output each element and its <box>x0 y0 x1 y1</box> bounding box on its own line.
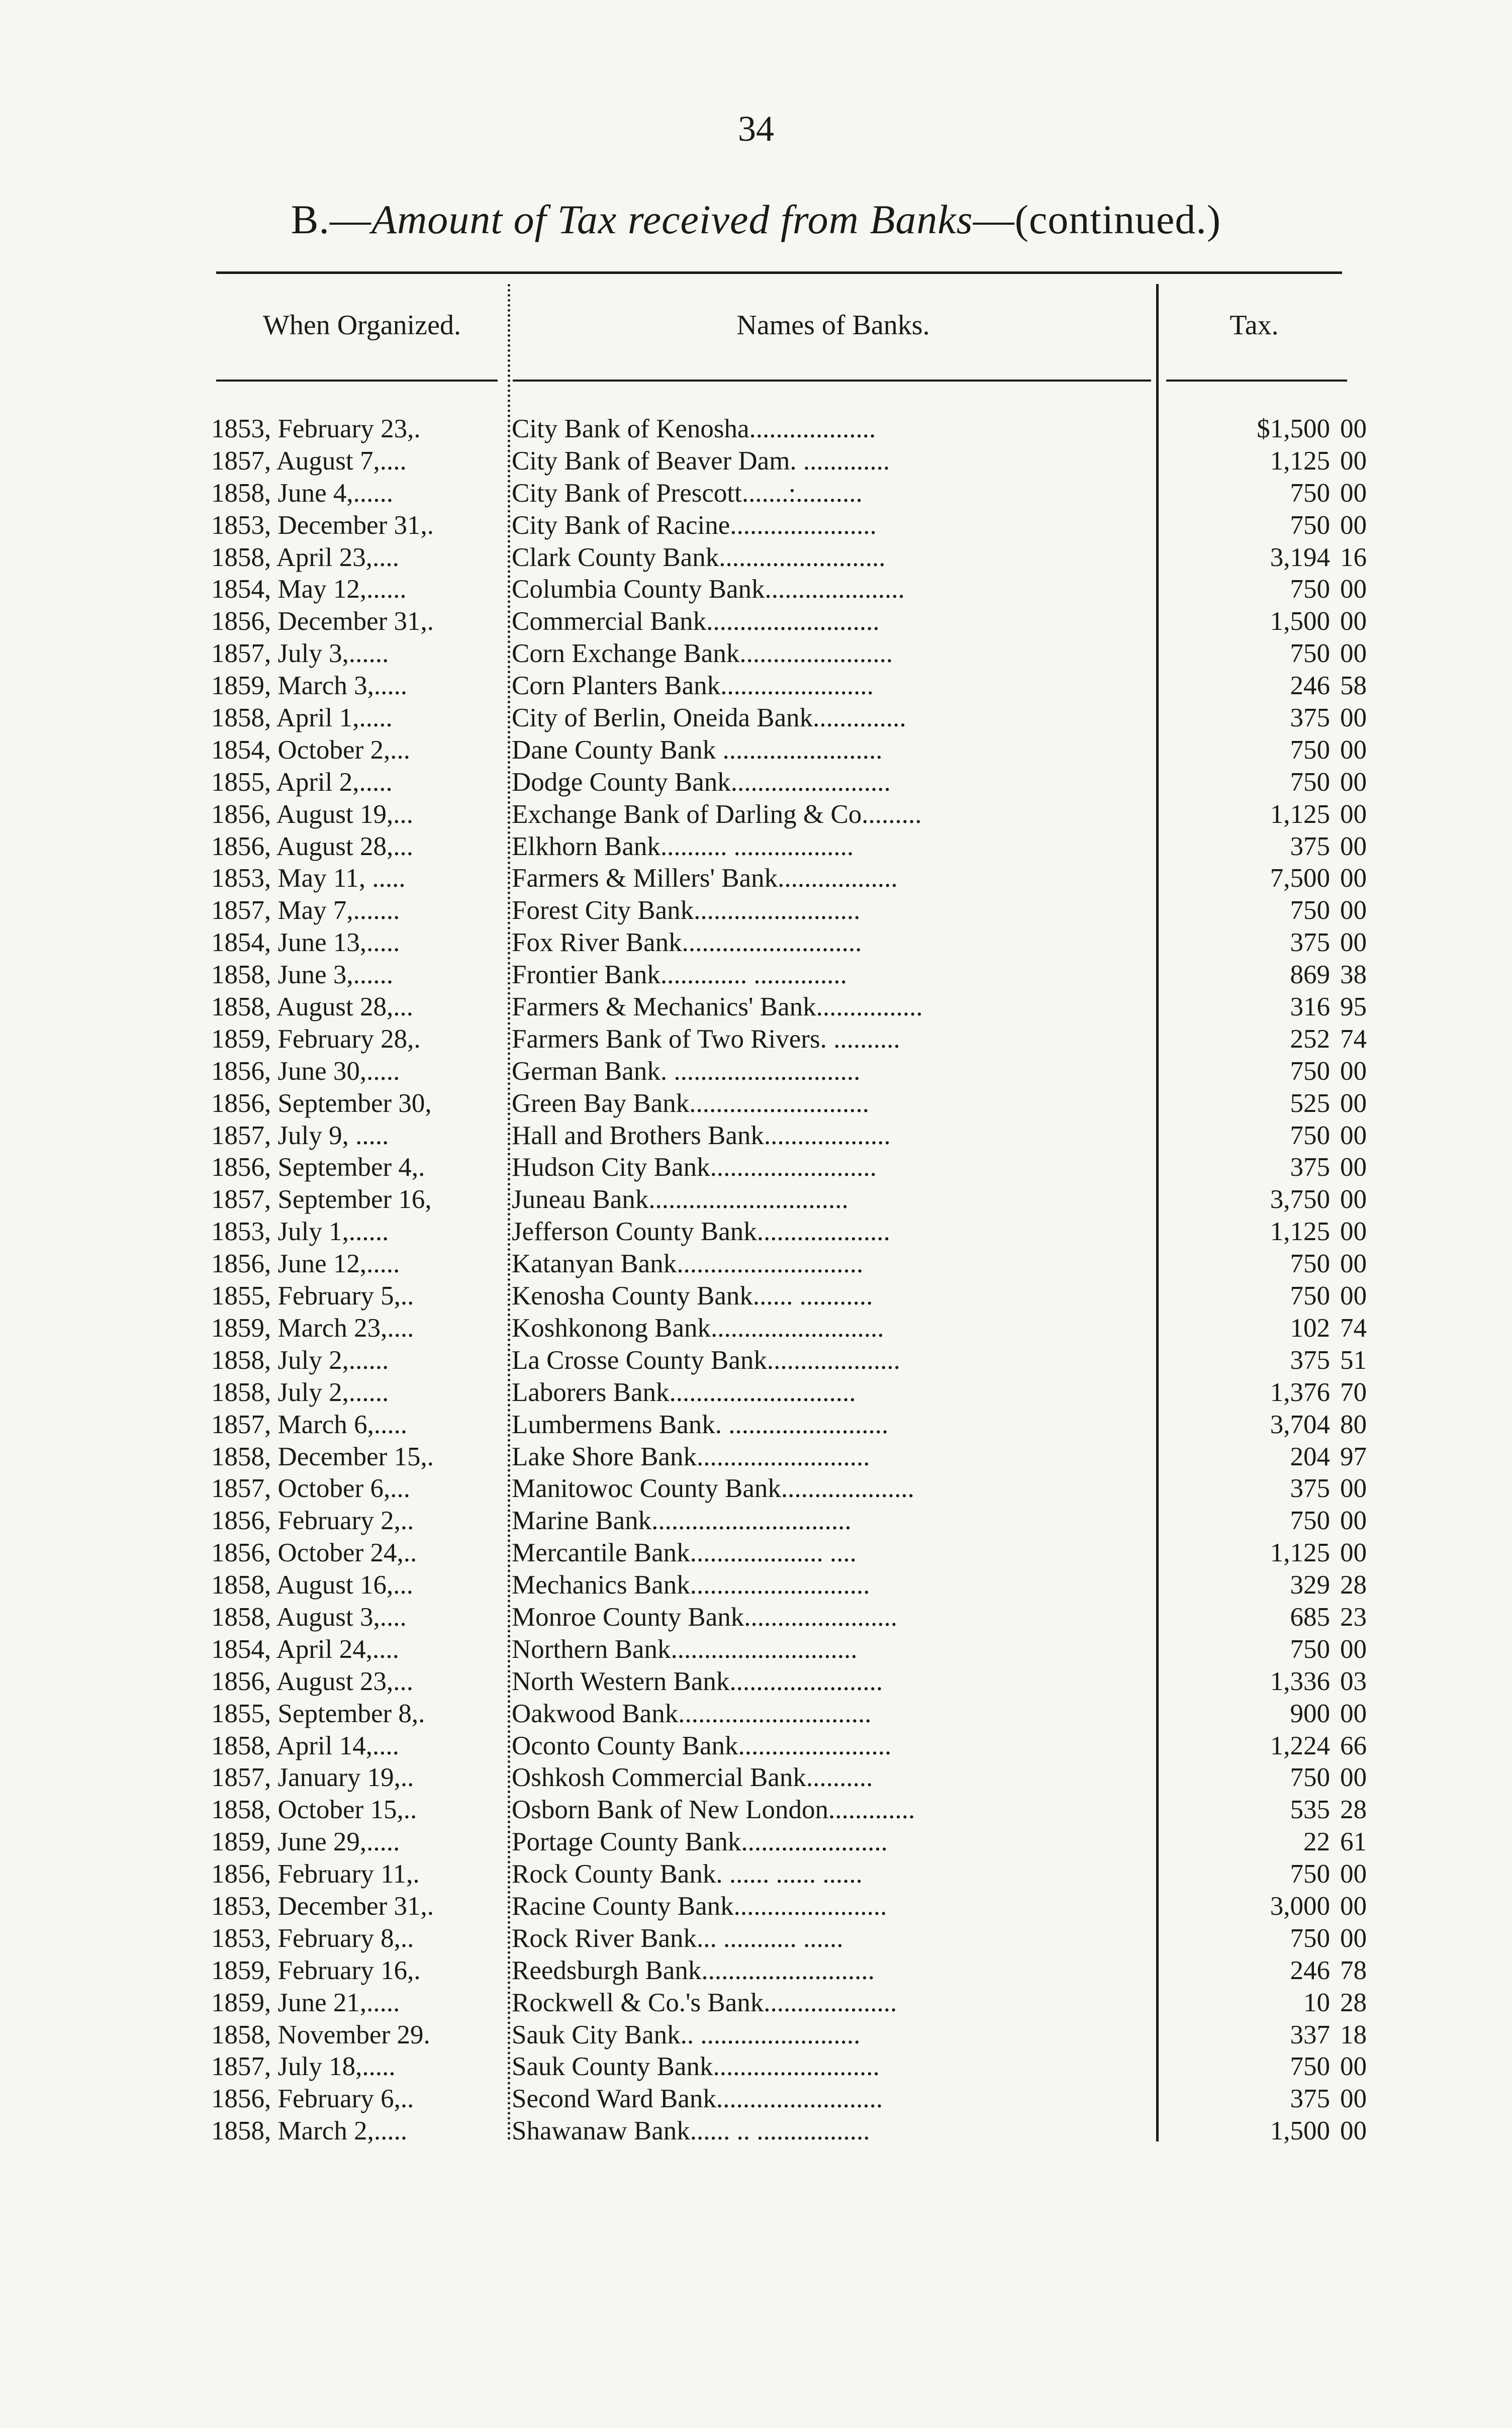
row-tax-cents: 00 <box>1340 1538 1367 1568</box>
row-tax-dollars: 1,125 <box>1270 799 1330 829</box>
row-date: 1853, May 11, ..... <box>211 864 406 893</box>
row-bank-name: Corn Exchange Bank....................... <box>512 639 893 669</box>
row-date: 1854, April 24,.... <box>211 1634 399 1664</box>
row-tax-dollars: 1,224 <box>1270 1731 1330 1760</box>
header-names-of-banks: Names of Banks. <box>736 310 930 341</box>
row-date: 1856, August 23,... <box>211 1666 413 1696</box>
row-tax-dollars: 900 <box>1290 1699 1330 1728</box>
row-bank-name: Elkhorn Bank.......... .................. <box>512 831 854 861</box>
table-row <box>211 638 1367 670</box>
row-date: 1856, February 11,. <box>211 1859 420 1889</box>
table-row <box>211 1248 1367 1280</box>
row-bank-name: Sauk County Bank......................... <box>512 2052 880 2082</box>
row-bank-name: Koshkonong Bank.......................... <box>512 1313 884 1343</box>
row-tax-dollars: 22 <box>1303 1827 1330 1857</box>
table-row <box>211 1216 1367 1248</box>
row-tax-dollars: 7,500 <box>1270 864 1330 893</box>
row-date: 1856, August 28,... <box>211 831 413 861</box>
row-bank-name: Reedsburgh Bank.......................... <box>512 1955 875 1985</box>
row-tax-dollars: 246 <box>1290 671 1330 701</box>
row-tax-dollars: 525 <box>1290 1088 1330 1118</box>
table-row <box>211 670 1367 702</box>
row-date: 1856, September 4,. <box>211 1153 425 1182</box>
row-tax-dollars: 750 <box>1290 1249 1330 1279</box>
row-tax-dollars: 375 <box>1290 1153 1330 1182</box>
row-tax-cents: 61 <box>1340 1827 1367 1857</box>
row-bank-name: Portage County Bank...................... <box>512 1827 888 1857</box>
table-row <box>211 734 1367 767</box>
table-row <box>211 1473 1367 1505</box>
row-date: 1858, August 3,.... <box>211 1602 407 1632</box>
table-row <box>211 799 1367 831</box>
header-when-organized: When Organized. <box>263 310 461 341</box>
row-date: 1857, May 7,....... <box>211 896 400 925</box>
row-tax-cents: 00 <box>1340 1249 1367 1279</box>
header-rule-names <box>513 380 1151 382</box>
table-row <box>211 1088 1367 1120</box>
row-tax-dollars: 1,376 <box>1270 1377 1330 1407</box>
row-tax-cents: 00 <box>1340 1185 1367 1215</box>
row-bank-name: Marine Bank.............................. <box>512 1506 852 1536</box>
row-date: 1857, January 19,.. <box>211 1763 414 1793</box>
row-tax-dollars: 750 <box>1290 1281 1330 1311</box>
title-italic: Amount of Tax received from Banks <box>371 197 973 242</box>
table-row <box>211 1634 1367 1666</box>
row-date: 1859, June 29,..... <box>211 1827 400 1857</box>
row-bank-name: Juneau Bank.............................. <box>512 1185 848 1215</box>
row-tax-cents: 95 <box>1340 992 1367 1022</box>
table-row <box>211 1826 1367 1858</box>
row-tax-dollars: 535 <box>1290 1795 1330 1825</box>
row-date: 1853, December 31,. <box>211 1891 434 1921</box>
row-tax-cents: 00 <box>1340 639 1367 669</box>
table-row <box>211 1762 1367 1794</box>
row-tax-dollars: 750 <box>1290 1056 1330 1086</box>
row-bank-name: Katanyan Bank............................ <box>512 1249 864 1279</box>
table-row <box>211 2051 1367 2083</box>
row-date: 1858, October 15,.. <box>211 1795 417 1825</box>
row-date: 1855, September 8,. <box>211 1699 425 1728</box>
row-bank-name: City Bank of Kenosha................... <box>512 414 876 443</box>
row-bank-name: Farmers & Mechanics' Bank................ <box>512 992 923 1022</box>
table-row <box>211 478 1367 510</box>
row-bank-name: Oakwood Bank............................. <box>512 1699 872 1728</box>
row-tax-cents: 00 <box>1340 1634 1367 1664</box>
row-date: 1857, August 7,.... <box>211 446 407 476</box>
title-suffix: —(continued.) <box>973 197 1221 242</box>
row-date: 1858, April 1,..... <box>211 703 393 733</box>
row-tax-cents: 97 <box>1340 1442 1367 1471</box>
table-row <box>211 1602 1367 1634</box>
row-tax-dollars: 750 <box>1290 735 1330 765</box>
row-bank-name: Shawanaw Bank...... .. ................. <box>512 2116 870 2146</box>
row-tax-cents: 00 <box>1340 1056 1367 1086</box>
row-tax-dollars: 750 <box>1290 478 1330 508</box>
header-rule-tax <box>1166 380 1347 382</box>
row-tax-cents: 00 <box>1340 767 1367 797</box>
row-bank-name: Northern Bank............................ <box>512 1634 858 1664</box>
row-bank-name: Racine County Bank....................... <box>512 1891 887 1921</box>
header-rule-when <box>216 380 498 382</box>
row-tax-cents: 23 <box>1340 1602 1367 1632</box>
row-date: 1858, July 2,...... <box>211 1345 389 1375</box>
row-tax-cents: 00 <box>1340 1763 1367 1793</box>
row-tax-dollars: 204 <box>1290 1442 1330 1471</box>
row-tax-cents: 00 <box>1340 478 1367 508</box>
row-date: 1853, July 1,...... <box>211 1217 389 1247</box>
row-tax-dollars: 1,500 <box>1270 607 1330 636</box>
row-tax-cents: 74 <box>1340 1024 1367 1054</box>
row-date: 1856, June 30,..... <box>211 1056 400 1086</box>
table-row <box>211 1505 1367 1537</box>
table-row <box>211 959 1367 991</box>
row-date: 1855, April 2,..... <box>211 767 393 797</box>
table-row <box>211 1313 1367 1345</box>
row-date: 1857, July 9, ..... <box>211 1120 389 1150</box>
row-bank-name: Columbia County Bank..................... <box>512 575 905 604</box>
row-tax-cents: 00 <box>1340 1859 1367 1889</box>
row-date: 1858, April 23,.... <box>211 542 399 572</box>
row-tax-cents: 03 <box>1340 1666 1367 1696</box>
row-tax-dollars: 1,125 <box>1270 446 1330 476</box>
row-tax-cents: 74 <box>1340 1313 1367 1343</box>
table-row <box>211 606 1367 638</box>
row-bank-name: Rock River Bank... ........... ...... <box>512 1923 843 1953</box>
row-bank-name: Oshkosh Commercial Bank.......... <box>512 1763 873 1793</box>
row-tax-dollars: 750 <box>1290 575 1330 604</box>
table-row <box>211 831 1367 863</box>
row-bank-name: Exchange Bank of Darling & Co......... <box>512 799 922 829</box>
row-tax-dollars: 329 <box>1290 1570 1330 1600</box>
row-tax-cents: 00 <box>1340 1153 1367 1182</box>
row-tax-cents: 78 <box>1340 1955 1367 1985</box>
row-tax-dollars: 1,500 <box>1270 2116 1330 2146</box>
row-date: 1856, June 12,..... <box>211 1249 400 1279</box>
row-tax-cents: 28 <box>1340 1795 1367 1825</box>
row-tax-cents: 28 <box>1340 1570 1367 1600</box>
row-tax-cents: 00 <box>1340 864 1367 893</box>
row-bank-name: Osborn Bank of New London............. <box>512 1795 915 1825</box>
row-bank-name: Forest City Bank......................... <box>512 896 861 925</box>
title-prefix: B.— <box>291 197 371 242</box>
table-row <box>211 2019 1367 2051</box>
row-bank-name: Rock County Bank. ...... ...... ...... <box>512 1859 863 1889</box>
row-tax-cents: 00 <box>1340 1699 1367 1728</box>
row-date: 1858, August 16,... <box>211 1570 413 1600</box>
row-tax-cents: 00 <box>1340 1120 1367 1150</box>
row-tax-dollars: 10 <box>1303 1988 1330 2017</box>
row-tax-dollars: 869 <box>1290 960 1330 990</box>
row-date: 1858, March 2,..... <box>211 2116 408 2146</box>
row-tax-cents: 00 <box>1340 1923 1367 1953</box>
table-row <box>211 927 1367 959</box>
row-tax-dollars: 375 <box>1290 1474 1330 1504</box>
table-row <box>211 1987 1367 2019</box>
table-row <box>211 1280 1367 1313</box>
row-tax-dollars: 750 <box>1290 1859 1330 1889</box>
table-row <box>211 1698 1367 1730</box>
row-tax-dollars: 375 <box>1290 831 1330 861</box>
row-tax-cents: 00 <box>1340 831 1367 861</box>
table-row <box>211 1891 1367 1923</box>
table-row <box>211 1023 1367 1056</box>
row-date: 1854, October 2,... <box>211 735 410 765</box>
row-tax-cents: 00 <box>1340 703 1367 733</box>
table-row <box>211 1666 1367 1698</box>
row-tax-dollars: 375 <box>1290 2084 1330 2114</box>
row-date: 1854, June 13,..... <box>211 928 400 958</box>
row-tax-cents: 00 <box>1340 607 1367 636</box>
row-date: 1854, May 12,...... <box>211 575 407 604</box>
row-tax-dollars: 316 <box>1290 992 1330 1022</box>
row-bank-name: Hall and Brothers Bank................... <box>512 1120 891 1150</box>
row-tax-cents: 38 <box>1340 960 1367 990</box>
row-tax-cents: 00 <box>1340 2084 1367 2114</box>
row-bank-name: La Crosse County Bank.................... <box>512 1345 900 1375</box>
table-row <box>211 542 1367 574</box>
table-row <box>211 1955 1367 1987</box>
row-tax-cents: 66 <box>1340 1731 1367 1760</box>
row-tax-dollars: 3,750 <box>1270 1185 1330 1215</box>
row-tax-dollars: 102 <box>1290 1313 1330 1343</box>
row-tax-cents: 00 <box>1340 2052 1367 2082</box>
row-bank-name: Lake Shore Bank.......................... <box>512 1442 870 1471</box>
row-date: 1857, July 3,...... <box>211 639 389 669</box>
row-date: 1859, June 21,..... <box>211 1988 400 2017</box>
row-tax-cents: 18 <box>1340 2020 1367 2049</box>
row-date: 1856, December 31,. <box>211 607 434 636</box>
row-bank-name: Manitowoc County Bank.................... <box>512 1474 914 1504</box>
table-row <box>211 1152 1367 1184</box>
row-date: 1855, February 5,.. <box>211 1281 414 1311</box>
table-row <box>211 1858 1367 1891</box>
row-date: 1857, October 6,... <box>211 1474 410 1504</box>
row-bank-name: City Bank of Prescott.......:.......... <box>512 478 863 508</box>
table-row <box>211 445 1367 478</box>
row-tax-cents: 00 <box>1340 1506 1367 1536</box>
row-tax-dollars: 1,125 <box>1270 1538 1330 1568</box>
table-row <box>211 2115 1367 2147</box>
row-tax-cents: 00 <box>1340 446 1367 476</box>
table-row <box>211 1377 1367 1409</box>
row-tax-dollars: 750 <box>1290 1923 1330 1953</box>
table-row <box>211 1569 1367 1602</box>
row-tax-dollars: 750 <box>1290 1634 1330 1664</box>
row-bank-name: German Bank. ............................ <box>512 1056 861 1086</box>
row-bank-name: Commercial Bank.......................... <box>512 607 880 636</box>
row-bank-name: Mechanics Bank........................... <box>512 1570 870 1600</box>
row-tax-dollars: 750 <box>1290 1120 1330 1150</box>
row-tax-cents: 00 <box>1340 1088 1367 1118</box>
top-rule <box>216 271 1342 274</box>
row-tax-cents: 00 <box>1340 1281 1367 1311</box>
page-title <box>0 196 1512 243</box>
table-row <box>211 574 1367 606</box>
row-tax-dollars: 750 <box>1290 1763 1330 1793</box>
row-tax-dollars: $1,500 <box>1257 414 1330 443</box>
row-date: 1858, November 29. <box>211 2020 430 2049</box>
row-tax-dollars: 750 <box>1290 639 1330 669</box>
row-bank-name: City of Berlin, Oneida Bank.............. <box>512 703 906 733</box>
row-tax-dollars: 375 <box>1290 703 1330 733</box>
row-date: 1857, March 6,..... <box>211 1410 408 1439</box>
row-tax-cents: 00 <box>1340 928 1367 958</box>
row-tax-dollars: 1,125 <box>1270 1217 1330 1247</box>
row-date: 1853, February 8,.. <box>211 1923 414 1953</box>
row-bank-name: Rockwell & Co.'s Bank.................... <box>512 1988 897 2017</box>
row-bank-name: Lumbermens Bank. ........................ <box>512 1410 889 1439</box>
row-tax-dollars: 685 <box>1290 1602 1330 1632</box>
row-bank-name: Sauk City Bank.. ........................ <box>512 2020 861 2049</box>
row-date: 1857, September 16, <box>211 1185 432 1215</box>
row-date: 1856, February 2,.. <box>211 1506 414 1536</box>
row-bank-name: Corn Planters Bank....................... <box>512 671 874 701</box>
row-tax-dollars: 375 <box>1290 1345 1330 1375</box>
row-bank-name: Hudson City Bank......................... <box>512 1153 877 1182</box>
row-tax-dollars: 750 <box>1290 896 1330 925</box>
table-row <box>211 895 1367 927</box>
row-bank-name: North Western Bank....................... <box>512 1666 883 1696</box>
row-bank-name: Dane County Bank ........................ <box>512 735 883 765</box>
row-tax-dollars: 375 <box>1290 928 1330 958</box>
row-bank-name: Green Bay Bank........................... <box>512 1088 869 1118</box>
row-tax-dollars: 3,194 <box>1270 542 1330 572</box>
row-bank-name: City Bank of Beaver Dam. ............. <box>512 446 890 476</box>
row-date: 1853, December 31,. <box>211 510 434 540</box>
row-tax-dollars: 750 <box>1290 510 1330 540</box>
table-row <box>211 1056 1367 1088</box>
row-date: 1858, December 15,. <box>211 1442 434 1471</box>
row-tax-dollars: 246 <box>1290 1955 1330 1985</box>
row-date: 1856, September 30, <box>211 1088 432 1118</box>
row-tax-cents: 00 <box>1340 1891 1367 1921</box>
row-bank-name: Farmers Bank of Two Rivers. .......... <box>512 1024 900 1054</box>
table-row <box>211 1730 1367 1762</box>
row-tax-cents: 00 <box>1340 735 1367 765</box>
row-bank-name: City Bank of Racine...................... <box>512 510 877 540</box>
row-date: 1856, February 6,.. <box>211 2084 414 2114</box>
row-bank-name: Second Ward Bank......................... <box>512 2084 883 2114</box>
table-row <box>211 413 1367 445</box>
row-bank-name: Clark County Bank......................... <box>512 542 886 572</box>
table-row <box>211 1345 1367 1377</box>
bank-tax-table <box>211 413 1367 2147</box>
table-row <box>211 1409 1367 1441</box>
row-date: 1858, June 4,...... <box>211 478 394 508</box>
page-number: 34 <box>738 109 774 149</box>
table-row <box>211 702 1367 734</box>
row-tax-cents: 80 <box>1340 1410 1367 1439</box>
row-tax-cents: 00 <box>1340 799 1367 829</box>
row-tax-cents: 00 <box>1340 1217 1367 1247</box>
header-tax: Tax. <box>1230 310 1279 341</box>
row-bank-name: Oconto County Bank....................... <box>512 1731 892 1760</box>
row-tax-dollars: 750 <box>1290 767 1330 797</box>
row-tax-cents: 00 <box>1340 414 1367 443</box>
row-date: 1858, July 2,...... <box>211 1377 389 1407</box>
row-bank-name: Farmers & Millers' Bank.................. <box>512 864 898 893</box>
row-tax-dollars: 3,000 <box>1270 1891 1330 1921</box>
row-tax-dollars: 1,336 <box>1270 1666 1330 1696</box>
row-tax-cents: 00 <box>1340 1474 1367 1504</box>
row-tax-cents: 00 <box>1340 575 1367 604</box>
row-date: 1859, February 16,. <box>211 1955 421 1985</box>
row-tax-cents: 51 <box>1340 1345 1367 1375</box>
row-tax-cents: 00 <box>1340 896 1367 925</box>
row-date: 1857, July 18,..... <box>211 2052 396 2082</box>
table-row <box>211 1441 1367 1473</box>
table-row <box>211 1184 1367 1216</box>
row-date: 1853, February 23,. <box>211 414 421 443</box>
row-tax-dollars: 337 <box>1290 2020 1330 2049</box>
table-row <box>211 2083 1367 2115</box>
row-date: 1856, August 19,... <box>211 799 413 829</box>
row-tax-cents: 00 <box>1340 2116 1367 2146</box>
table-row <box>211 863 1367 895</box>
row-bank-name: Mercantile Bank.................... .... <box>512 1538 857 1568</box>
table-row <box>211 1923 1367 1955</box>
row-tax-cents: 28 <box>1340 1988 1367 2017</box>
row-date: 1858, June 3,...... <box>211 960 394 990</box>
row-date: 1859, March 3,..... <box>211 671 408 701</box>
row-bank-name: Monroe County Bank....................... <box>512 1602 897 1632</box>
row-bank-name: Laborers Bank............................ <box>512 1377 856 1407</box>
table-row <box>211 767 1367 799</box>
row-bank-name: Fox River Bank........................... <box>512 928 862 958</box>
table-row <box>211 1120 1367 1152</box>
row-date: 1858, April 14,.... <box>211 1731 399 1760</box>
row-bank-name: Frontier Bank............. .............. <box>512 960 847 990</box>
row-tax-cents: 70 <box>1340 1377 1367 1407</box>
table-row <box>211 510 1367 542</box>
row-tax-cents: 00 <box>1340 510 1367 540</box>
row-date: 1856, October 24,.. <box>211 1538 417 1568</box>
row-tax-dollars: 750 <box>1290 2052 1330 2082</box>
table-row <box>211 1794 1367 1826</box>
row-tax-dollars: 750 <box>1290 1506 1330 1536</box>
row-date: 1858, August 28,... <box>211 992 413 1022</box>
table-row <box>211 991 1367 1023</box>
row-date: 1859, February 28,. <box>211 1024 421 1054</box>
row-bank-name: Kenosha County Bank...... ........... <box>512 1281 873 1311</box>
row-tax-cents: 16 <box>1340 542 1367 572</box>
table-row <box>211 1537 1367 1569</box>
row-date: 1859, March 23,.... <box>211 1313 414 1343</box>
row-tax-dollars: 252 <box>1290 1024 1330 1054</box>
row-bank-name: Jefferson County Bank.................... <box>512 1217 890 1247</box>
row-tax-cents: 58 <box>1340 671 1367 701</box>
row-tax-dollars: 3,704 <box>1270 1410 1330 1439</box>
row-bank-name: Dodge County Bank........................ <box>512 767 891 797</box>
